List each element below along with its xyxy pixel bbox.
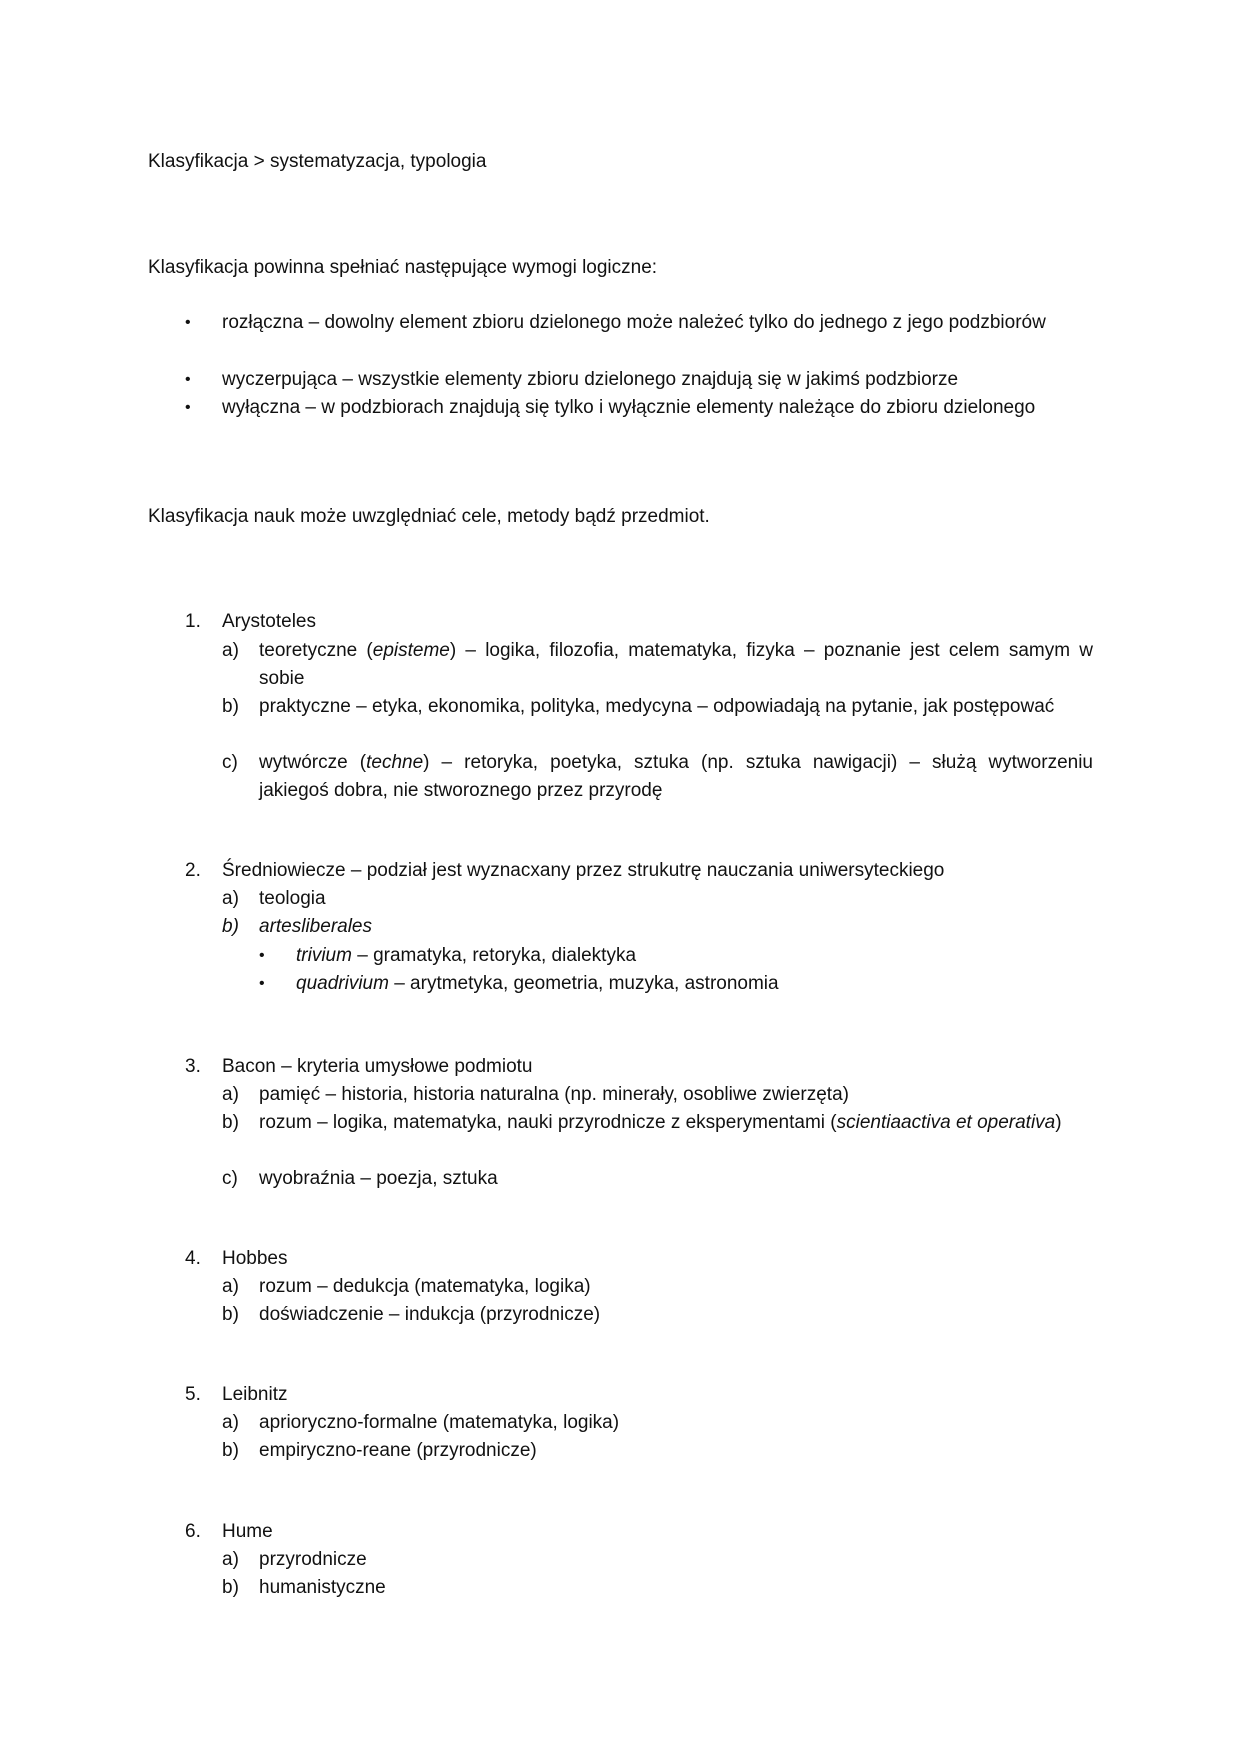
list-item: • wyłączna – w podzbiorach znajdują się tylko i wyłącznie elementy należące do zbioru dzielonego [185,394,1093,422]
list-item: b) doświadczenie – indukcja (przyrodnicze) [222,1304,601,1325]
list-item: b) artesliberales [222,916,372,937]
list-item: c) wyobraźnia – poezja, sztuka [222,1168,498,1189]
bullet-icon: • [259,947,265,964]
list-item: b) empiryczno-reane (przyrodnicze) [222,1440,537,1461]
section-heading: 2. Średniowiecze – podział jest wyznacxany przez strukutrę nauczania uniwersyteckiego [185,860,945,881]
list-item: a) aprioryczno-formalne (matematyka, logika) [222,1412,620,1433]
requirements-intro: Klasyfikacja powinna spełniać następujące wymogi logiczne: [148,257,658,278]
list-item: a) teologia [222,888,326,909]
list-item: • wyczerpująca – wszystkie elementy zbioru dzielonego znajdują się w jakimś podzbiorze [185,366,1093,394]
section-heading: 3. Bacon – kryteria umysłowe podmiotu [185,1056,533,1077]
list-item: • quadrivium – arytmetyka, geometria, muzyka, astronomia [259,970,1093,998]
science-intro: Klasyfikacja nauk może uwzględniać cele, metody bądź przedmiot. [148,506,710,527]
document-title: Klasyfikacja > systematyzacja, typologia [148,151,487,172]
section-heading: 5. Leibnitz [185,1384,288,1405]
list-item: b) rozum – logika, matematyka, nauki przyrodnicze z eksperymentami (scientiaactiva et operativa) [222,1112,1062,1133]
bullet-icon: • [185,399,191,416]
list-item: a) rozum – dedukcja (matematyka, logika) [222,1276,591,1297]
bullet-icon: • [185,371,191,388]
list-item: • rozłączna – dowolny element zbioru dzielonego może należeć tylko do jednego z jego podzbiorów [185,309,1093,337]
bullet-icon: • [185,314,191,331]
list-item: b) humanistyczne [222,1577,386,1598]
list-item: a) teoretyczne (episteme) – logika, filozofia, matematyka, fizyka – poznanie jest celem samym w sobie [222,640,1093,689]
section-heading: 4. Hobbes [185,1248,288,1269]
list-item: a) przyrodnicze [222,1549,367,1570]
list-item: b) praktyczne – etyka, ekonomika, polityka, medycyna – odpowiadają na pytanie, jak postępować [222,696,1055,717]
list-item: c) wytwórcze (techne) – retoryka, poetyka, sztuka (np. sztuka nawigacji) – służą wytworzeniu jakiegoś dobra, nie stworoznego przez przyrodę [222,752,1093,801]
section-heading: 6. Hume [185,1521,273,1542]
list-item: • trivium – gramatyka, retoryka, dialektyka [259,942,1093,970]
section-heading: 1. Arystoteles [185,611,316,632]
list-item: a) pamięć – historia, historia naturalna (np. minerały, osobliwe zwierzęta) [222,1084,849,1105]
bullet-icon: • [259,975,265,992]
